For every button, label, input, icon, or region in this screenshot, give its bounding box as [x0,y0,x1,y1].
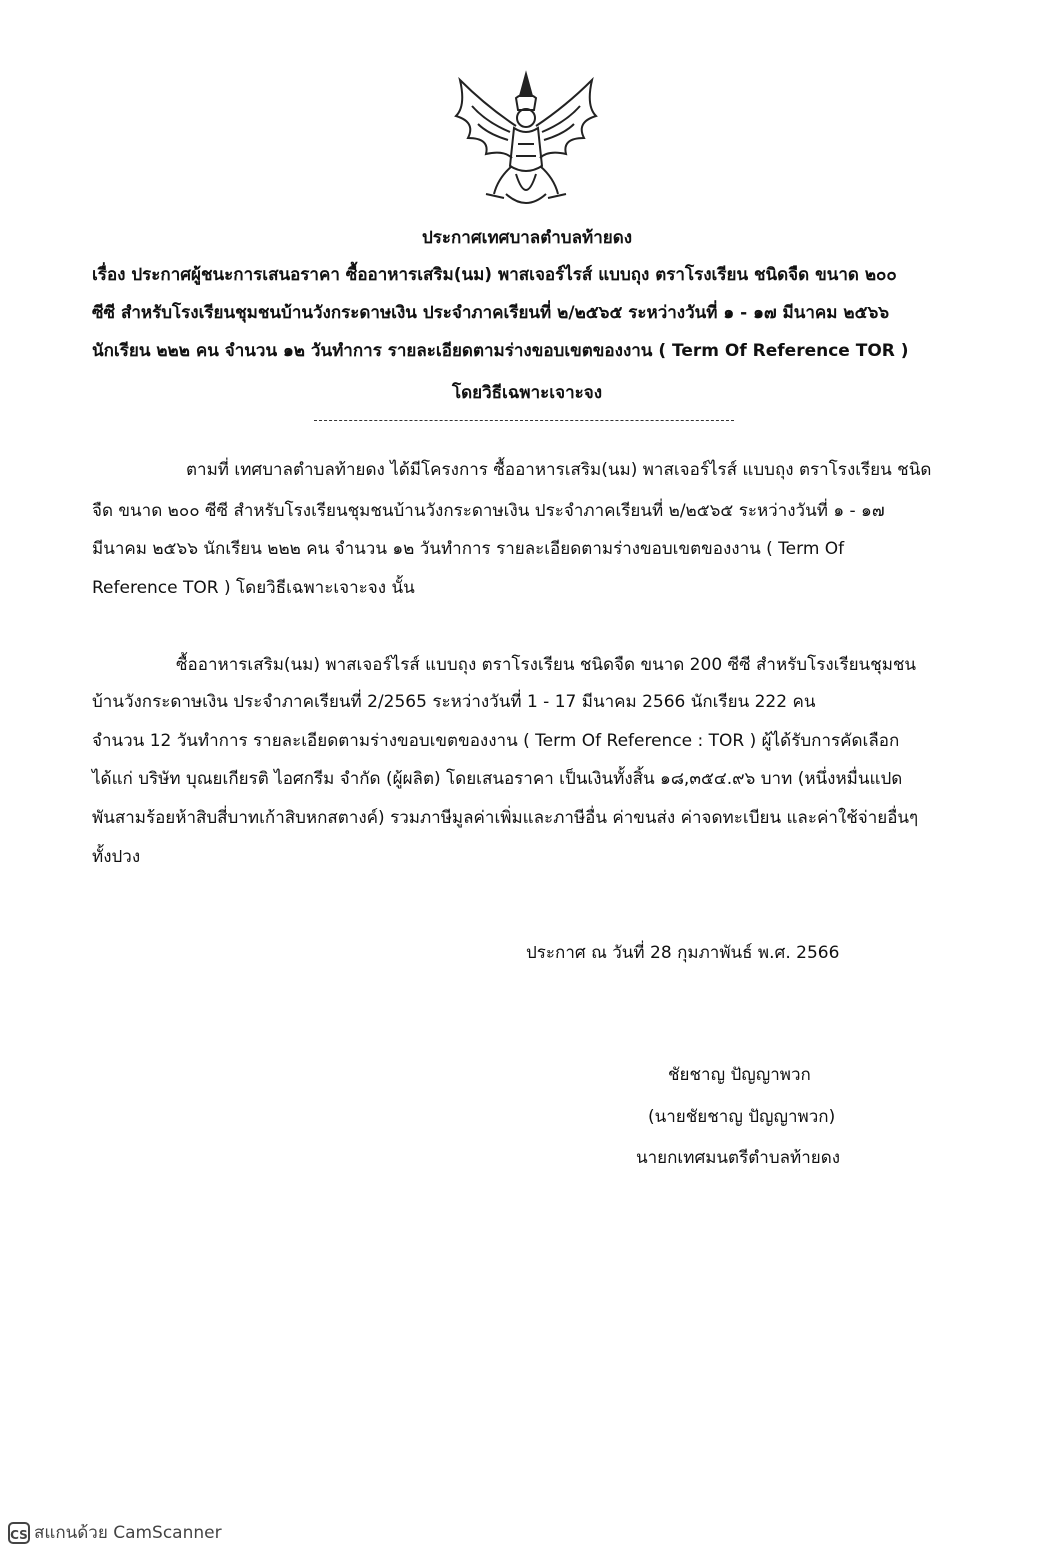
announcement-date: ประกาศ ณ วันที่ 28 กุมภาพันธ์ พ.ศ. 2566 [526,943,840,963]
signatory-position: นายกเทศมนตรีตำบลท้ายดง [636,1148,841,1168]
scanner-text: สแกนด้วย CamScanner [34,1523,222,1543]
paragraph-line: พันสามร้อยห้าสิบสี่บาทเก้าสิบหกสตางค์) รวมภาษีมูลค่าเพิ่มและภาษีอื่น ค่าขนส่ง ค่าจดทะเบียน และค่าใช้จ่ายอื่นๆ [92,808,919,828]
paragraph-line: ซื้ออาหารเสริม(นม) พาสเจอร์ไรส์ แบบถุง ตราโรงเรียน ชนิดจืด ขนาด 200 ซีซี สำหรับโรงเรียนชุมชน [176,655,917,675]
subject-line: นักเรียน ๒๒๒ คน จำนวน ๑๒ วันทำการ รายละเอียดตามร่างขอบเขตของงาน ( Term Of Reference TOR ) [92,341,909,361]
signatory-name: (นายชัยชาญ ปัญญาพวก) [648,1107,836,1127]
camscanner-logo-icon: CS [8,1522,30,1544]
paragraph-line: จำนวน 12 วันทำการ รายละเอียดตามร่างขอบเขตของงาน ( Term Of Reference : TOR ) ผู้ได้รับการคัดเลือก [92,731,900,751]
divider [314,420,734,421]
paragraph-line: ทั้งปวง [92,847,141,867]
paragraph-line: มีนาคม ๒๕๖๖ นักเรียน ๒๒๒ คน จำนวน ๑๒ วันทำการ รายละเอียดตามร่างขอบเขตของงาน ( Term Of [92,539,845,559]
paragraph-line: ได้แก่ บริษัท บุณยเกียรติ ไอศกรีม จำกัด (ผู้ผลิต) โดยเสนอราคา เป็นเงินทั้งสิ้น ๑๘,๓๕๔.๙๖ บาท (หนึ่งหมื่นแปด [92,769,903,789]
paragraph-line: ตามที่ เทศบาลตำบลท้ายดง ได้มีโครงการ ซื้ออาหารเสริม(นม) พาสเจอร์ไรส์ แบบถุง ตราโรงเรียน ชนิด [186,460,932,480]
paragraph-line: จืด ขนาด ๒๐๐ ซีซี สำหรับโรงเรียนชุมชนบ้านวังกระดาษเงิน ประจำภาคเรียนที่ ๒/๒๕๖๕ ระหว่างวันที่ ๑ - ๑๗ [92,501,885,521]
paragraph-line: Reference TOR ) โดยวิธีเฉพาะเจาะจง นั้น [92,578,415,598]
subject-line: เรื่อง ประกาศผู้ชนะการเสนอราคา ซื้ออาหารเสริม(นม) พาสเจอร์ไรส์ แบบถุง ตราโรงเรียน ชนิดจืด ขนาด ๒๐๐ [92,265,897,285]
subject-line: ซีซี สำหรับโรงเรียนชุมชนบ้านวังกระดาษเงิน ประจำภาคเรียนที่ ๒/๒๕๖๕ ระหว่างวันที่ ๑ - ๑๗ มีนาคม ๒๕๖๖ [92,303,890,323]
document-title: ประกาศเทศบาลตำบลท้ายดง [421,228,633,248]
garuda-emblem-icon [446,66,606,216]
scanner-watermark [8,1519,222,1546]
paragraph-line: บ้านวังกระดาษเงิน ประจำภาคเรียนที่ 2/2565 ระหว่างวันที่ 1 - 17 มีนาคม 2566 นักเรียน 222 คน [92,692,816,712]
signature: ชัยชาญ ปัญญาพวก [668,1065,811,1085]
subject-line: โดยวิธีเฉพาะเจาะจง [451,383,603,403]
